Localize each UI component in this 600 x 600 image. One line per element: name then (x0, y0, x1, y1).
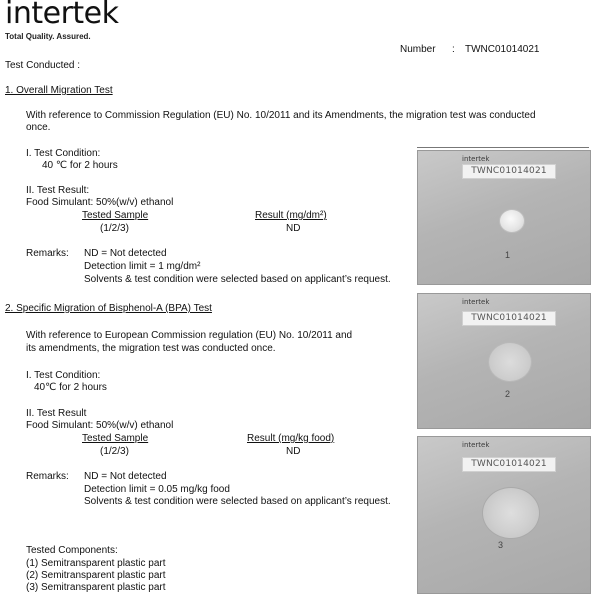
photo1-id-label: TWNC01014021 (462, 164, 556, 179)
report-number-value: TWNC01014021 (465, 44, 540, 55)
components-label: Tested Components: (26, 545, 118, 556)
section1-remark-solvents: Solvents & test condition were selected based on applicant’s request. (84, 274, 391, 285)
photo3-sample-disk (482, 487, 540, 539)
section2-result-value: ND (286, 446, 301, 457)
section2-intro-line2: its amendments, the migration test was conducted once. (26, 343, 276, 354)
intertek-logo: intertek (5, 0, 119, 31)
photo1-logo: intertek (462, 155, 490, 163)
photo-rule (417, 147, 589, 148)
photo3-logo: intertek (462, 441, 490, 449)
section1-result-value: ND (286, 223, 301, 234)
photo1-sample-disk (499, 209, 525, 233)
photo1-number: 1 (505, 250, 511, 260)
section1-remarks-label: Remarks: (26, 248, 69, 259)
section1-heading: 1. Overall Migration Test (5, 85, 113, 96)
component-item-2: (2) Semitransparent plastic part (26, 570, 166, 581)
section2-simulant: Food Simulant: 50%(w/v) ethanol (26, 420, 174, 431)
report-number-separator: : (452, 44, 455, 55)
section1-col-result: Result (mg/dm²) (255, 210, 327, 221)
section1-intro-line2: once. (26, 122, 51, 133)
component-item-3: (3) Semitransparent plastic part (26, 582, 166, 593)
section2-remark-solvents: Solvents & test condition were selected based on applicant’s request. (84, 496, 391, 507)
section1-simulant: Food Simulant: 50%(w/v) ethanol (26, 197, 174, 208)
section1-condition-label: I. Test Condition: (26, 148, 101, 159)
section2-condition-label: I. Test Condition: (26, 370, 101, 381)
photo3-number: 3 (498, 540, 504, 550)
logo-tagline: Total Quality. Assured. (5, 32, 91, 41)
section2-col-result: Result (mg/kg food) (247, 433, 335, 444)
photo3-id-label: TWNC01014021 (462, 457, 556, 472)
component-item-1: (1) Semitransparent plastic part (26, 558, 166, 569)
section2-remark-nd: ND = Not detected (84, 471, 167, 482)
sample-photo-3 (417, 436, 591, 594)
photo2-sample-disk (488, 342, 532, 382)
section1-remark-nd: ND = Not detected (84, 248, 167, 259)
section2-result-label: II. Test Result (26, 408, 87, 419)
section1-result-label: II. Test Result: (26, 185, 90, 196)
section2-sample-value: (1/2/3) (100, 446, 129, 457)
section2-remark-limit: Detection limit = 0.05 mg/kg food (84, 484, 230, 495)
sample-photo-2 (417, 293, 591, 429)
photo2-id-label: TWNC01014021 (462, 311, 556, 326)
section1-condition-value: 40 ℃ for 2 hours (42, 160, 118, 171)
photo2-logo: intertek (462, 298, 490, 306)
section1-col-sample: Tested Sample (82, 210, 149, 221)
report-number-label: Number (400, 44, 436, 55)
section2-intro-line1: With reference to European Commission regulation (EU) No. 10/2011 and (26, 330, 353, 341)
section2-heading: 2. Specific Migration of Bisphenol-A (BPA) Test (5, 303, 212, 314)
section1-sample-value: (1/2/3) (100, 223, 129, 234)
section1-intro-line1: With reference to Commission Regulation (EU) No. 10/2011 and its Amendments, the migration test was conducted (26, 110, 536, 121)
photo2-number: 2 (505, 389, 511, 399)
sample-photo-1 (417, 150, 591, 285)
page-title: Test Conducted : (5, 60, 81, 71)
section2-condition-value: 40℃ for 2 hours (34, 382, 107, 393)
section1-remark-limit: Detection limit = 1 mg/dm² (84, 261, 201, 272)
section2-col-sample: Tested Sample (82, 433, 149, 444)
section2-remarks-label: Remarks: (26, 471, 69, 482)
